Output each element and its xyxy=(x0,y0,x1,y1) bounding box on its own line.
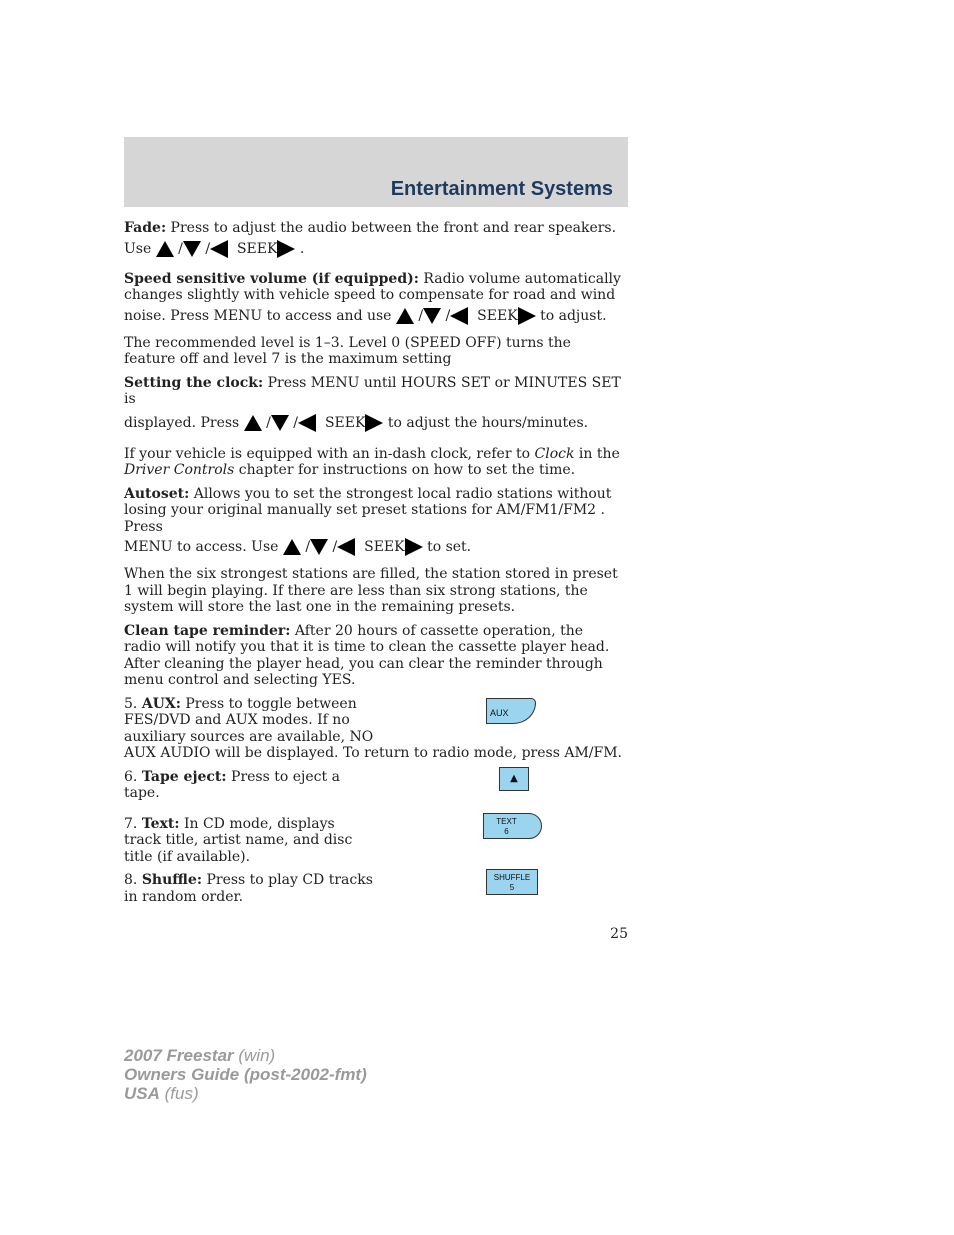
clock-end: to adjust the hours/minutes. xyxy=(383,414,589,431)
arrow-right-icon xyxy=(365,414,383,432)
clock-note-clock: Clock xyxy=(534,445,575,462)
speed-volume-controls-line: noise. Press MENU to access and use / / SEEK to adjust. xyxy=(124,307,607,324)
autoset-text: Allows you to set the strongest local radio stations without losing your original manually set preset stations for AM/FM1/FM2 . Press xyxy=(124,485,612,535)
fade-controls-line: Use / / SEEK . xyxy=(124,240,305,257)
shuffle-number: 8. xyxy=(124,872,142,888)
autoset-note: When the six strongest stations are filled, the station stored in preset 1 will begin playing. If there are less than six strong stations, the system will store the last one in the remaining presets. xyxy=(124,566,618,615)
shuffle-button-label: SHUFFLE xyxy=(493,873,531,882)
autoset-paragraph xyxy=(124,486,624,560)
shuffle-item xyxy=(124,872,624,905)
clock-text: Press MENU until HOURS SET or MINUTES SET is xyxy=(124,374,621,407)
speed-volume-label: Speed sensitive volume (if equipped): xyxy=(124,270,419,287)
footer-market-code: (fus) xyxy=(159,1084,199,1103)
fade-paragraph xyxy=(124,220,624,261)
speed-volume-text: Radio volume automatically changes slightly with vehicle speed to compensate for road and wind xyxy=(124,270,621,303)
arrow-down-icon xyxy=(310,539,328,555)
eject-label: Tape eject: xyxy=(141,768,227,785)
text-text: In CD mode, displays track title, artist name, and disc title (if available). xyxy=(124,815,353,865)
arrow-right-icon xyxy=(518,307,536,325)
speed-volume-text2: noise. Press MENU to access and use xyxy=(124,307,396,324)
section-header-bar xyxy=(124,137,628,207)
clock-note xyxy=(124,446,624,479)
arrow-up-icon xyxy=(283,539,301,555)
speed-volume-paragraph xyxy=(124,271,624,328)
text-button-number: 6 xyxy=(504,826,509,836)
autoset-controls-line: MENU to access. Use / / SEEK to set. xyxy=(124,539,472,555)
aux-number: 5. xyxy=(124,695,142,712)
eject-number: 6. xyxy=(124,768,142,785)
text-item-column xyxy=(124,816,374,866)
page-content xyxy=(124,220,624,912)
seek-label: SEEK xyxy=(477,307,518,324)
eject-icon: ▲ xyxy=(510,772,518,784)
fade-use-text: Use xyxy=(124,240,156,257)
page-number: 25 xyxy=(610,926,628,942)
tape-reminder-label: Clean tape reminder: xyxy=(124,622,291,639)
footer-guide: Owners Guide (post-2002-fmt) xyxy=(124,1065,367,1084)
clock-note-suffix: chapter for instructions on how to set the time. xyxy=(234,462,576,478)
tape-reminder-paragraph xyxy=(124,623,624,689)
arrow-up-icon xyxy=(244,415,262,431)
document-footer xyxy=(124,1046,367,1103)
speed-volume-level-note: The recommended level is 1–3. Level 0 (SPEED OFF) turns the feature off and level 7 is the maximum setting xyxy=(124,334,571,367)
clock-note-mid: in the xyxy=(574,445,620,462)
aux-label: AUX: xyxy=(141,695,181,712)
footer-line-2 xyxy=(124,1065,367,1084)
arrow-up-icon xyxy=(156,241,174,257)
text-button[interactable] xyxy=(483,813,542,839)
arrow-right-icon xyxy=(277,240,295,258)
clock-controls-line: displayed. Press / / SEEK to adjust the hours/minutes. xyxy=(124,414,589,431)
footer-line-1 xyxy=(124,1046,367,1065)
fade-end: . xyxy=(295,240,305,257)
clock-paragraph xyxy=(124,375,624,435)
arrow-left-icon xyxy=(298,414,316,432)
shuffle-text-column xyxy=(124,872,374,905)
autoset-text2: MENU to access. Use xyxy=(124,539,283,555)
section-title: Entertainment Systems xyxy=(390,178,613,200)
arrow-left-icon xyxy=(337,538,355,556)
eject-item xyxy=(124,769,624,809)
eject-button[interactable] xyxy=(499,767,529,791)
clock-note-chapter: Driver Controls xyxy=(124,462,235,478)
arrow-down-icon xyxy=(271,415,289,431)
arrow-left-icon xyxy=(450,307,468,325)
text-item xyxy=(124,816,624,866)
text-button-label: TEXT xyxy=(496,816,517,826)
shuffle-text: Press to play CD tracks in random order. xyxy=(124,872,373,905)
fade-text: Press to adjust the audio between the front and rear speakers. xyxy=(166,220,617,236)
footer-model: 2007 Freestar xyxy=(124,1046,234,1065)
text-label: Text: xyxy=(141,815,180,832)
shuffle-label: Shuffle: xyxy=(141,872,202,888)
arrow-right-icon xyxy=(405,538,423,556)
aux-text: Press to toggle between FES/DVD and AUX modes. If no auxiliary sources are available, NO xyxy=(124,695,374,745)
seek-label: SEEK xyxy=(364,539,405,555)
tape-reminder-text: After 20 hours of cassette operation, the radio will notify you that it is time to clean the cassette player head. After cleaning the player head, you can clear the reminder through menu control and selecting YES. xyxy=(124,622,610,688)
arrow-down-icon xyxy=(183,241,201,257)
autoset-end: to set. xyxy=(422,539,472,555)
speed-volume-end: to adjust. xyxy=(535,307,607,324)
eject-text: Press to eject a tape. xyxy=(124,768,340,801)
arrow-left-icon xyxy=(210,240,228,258)
shuffle-button-number: 5 xyxy=(509,883,515,892)
aux-text-column xyxy=(124,696,374,746)
aux-item xyxy=(124,696,624,762)
seek-label: SEEK xyxy=(324,414,366,431)
eject-text-column xyxy=(124,769,374,802)
arrow-down-icon xyxy=(423,308,441,324)
footer-line-3 xyxy=(124,1084,367,1103)
aux-button[interactable]: AUX xyxy=(486,698,536,724)
clock-note-prefix: If your vehicle is equipped with an in-dash clock, refer to xyxy=(124,445,535,462)
text-number: 7. xyxy=(124,815,142,832)
clock-text2: displayed. Press xyxy=(124,414,244,431)
footer-market: USA xyxy=(124,1084,160,1103)
clock-label: Setting the clock: xyxy=(124,374,264,391)
fade-label: Fade: xyxy=(124,220,167,236)
arrow-up-icon xyxy=(396,308,414,324)
autoset-label: Autoset: xyxy=(124,485,190,502)
seek-label: SEEK xyxy=(236,240,278,257)
aux-text2: AUX AUDIO will be displayed. To return to radio mode, press AM/FM. xyxy=(124,745,622,761)
footer-model-code: (win) xyxy=(233,1046,276,1065)
shuffle-button[interactable] xyxy=(486,869,538,895)
